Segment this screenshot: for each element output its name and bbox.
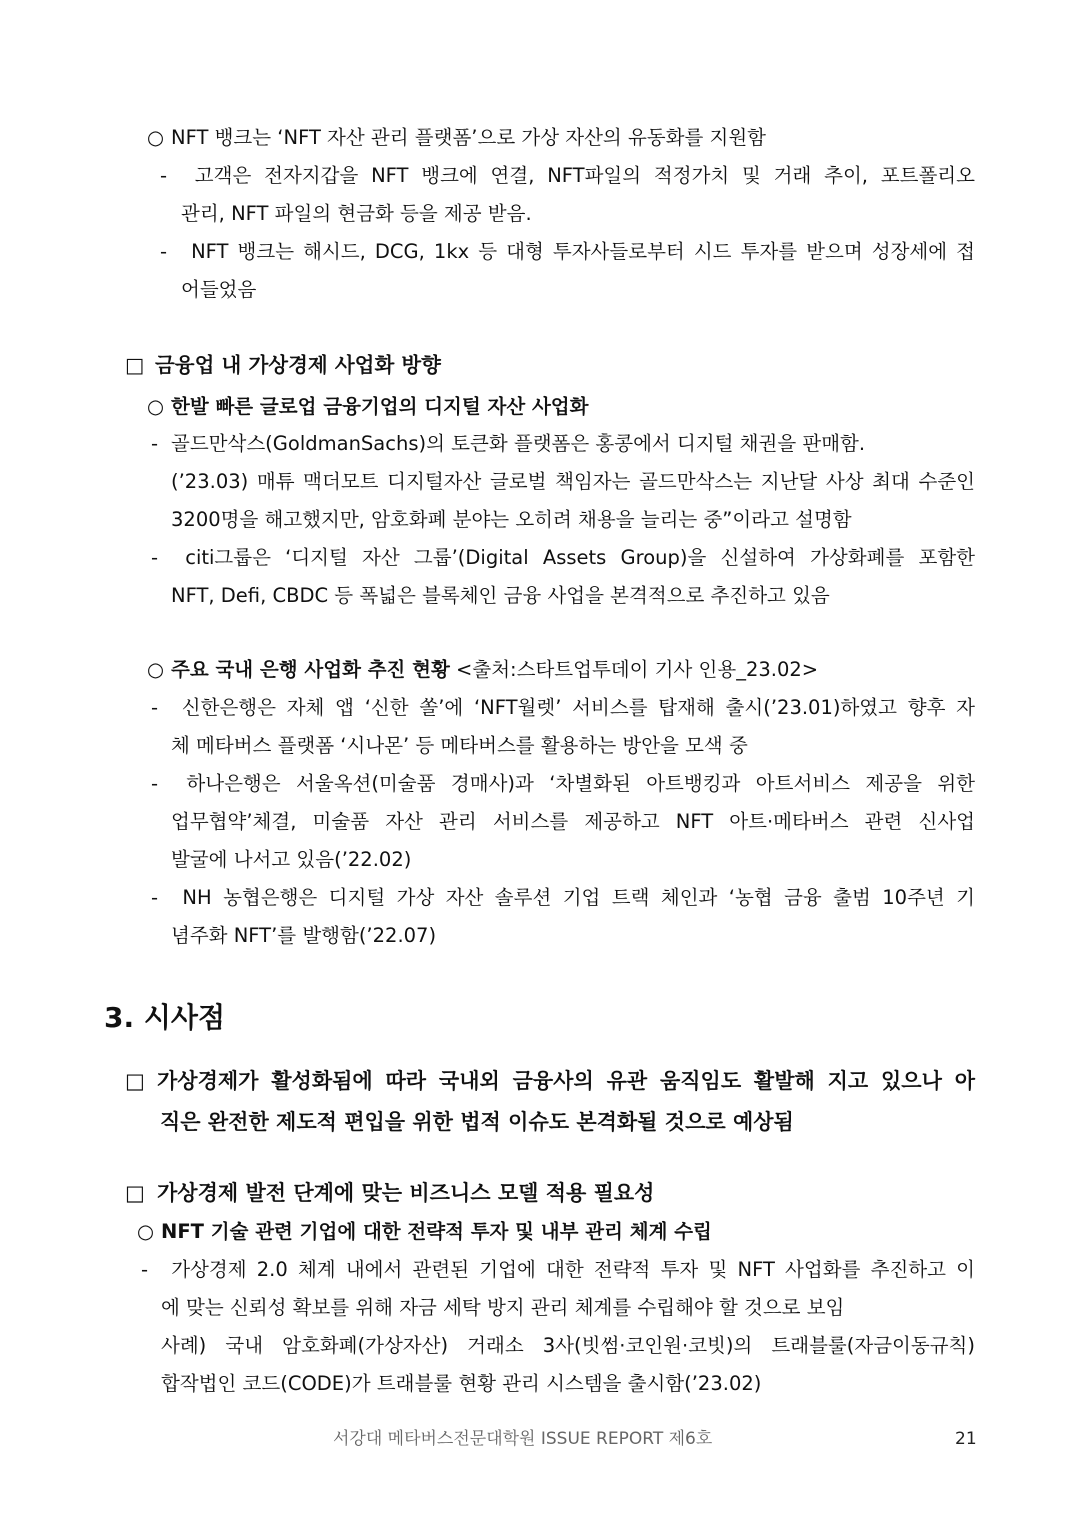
block1-line1-text: NFT 뱅크는 ‘NFT 자산 관리 플랫폼’으로 가상 자산의 유동화를 지원함 xyxy=(171,126,767,149)
block2-line4-text: citi그룹은 ‘디지털 자산 그룹’(Digital Assets Group)을 신설하여 가상화폐를 포함한 xyxy=(185,546,975,569)
footer-text: 서강대 메타버스전문대학원 ISSUE REPORT 제6호 xyxy=(333,1429,713,1449)
block1-line4 xyxy=(160,238,975,266)
block3-line7 xyxy=(171,922,436,950)
block2-line3 xyxy=(171,506,852,534)
section3-line1 xyxy=(141,1256,975,1284)
block1-line5-text: 어들었음 xyxy=(181,278,257,301)
block1-line1 xyxy=(147,124,766,152)
section3-subheading xyxy=(137,1218,712,1246)
block2-line1-text: 골드만삭스(GoldmanSachs)의 토큰화 플랫폼은 홍콩에서 디지털 채권을 판매함. xyxy=(171,432,866,455)
heading-finance-direction-text: 금융업 내 가상경제 사업화 방향 xyxy=(155,353,441,377)
circle-bullet-icon: ○ xyxy=(137,1220,155,1243)
dash-bullet: - xyxy=(151,886,159,909)
section3-line2 xyxy=(161,1294,844,1322)
section3-line4-text: 합작법인 코드(CODE)가 트래블룰 현황 관리 시스템을 출시함(’23.02) xyxy=(161,1372,762,1395)
dash-bullet: - xyxy=(160,240,168,263)
block1-line5 xyxy=(181,276,256,304)
block2-line2-text: (’23.03) 매튜 맥더모트 디지털자산 글로벌 책임자는 골드만삭스는 지난달 사상 최대 수준인 xyxy=(171,470,975,493)
section3-point1-line2 xyxy=(160,1107,794,1137)
block3-line5 xyxy=(171,846,411,874)
dash-bullet: - xyxy=(151,696,159,719)
block3-subheading-text: 주요 국내 은행 사업화 추진 현황 xyxy=(171,658,450,681)
dash-bullet: - xyxy=(151,772,159,795)
block3-source: <출처:스타트업투데이 기사 인용_23.02> xyxy=(456,658,819,681)
section3-line3 xyxy=(161,1332,975,1360)
dash-bullet: - xyxy=(151,432,159,455)
square-bullet-icon: □ xyxy=(125,353,145,377)
block2-line5 xyxy=(171,582,830,610)
page-number: 21 xyxy=(955,1429,977,1449)
section3-point1-line1 xyxy=(125,1066,975,1096)
section3-point1-line1-text: 가상경제가 활성화됨에 따라 국내외 금융사의 유관 움직임도 활발해 지고 있으나 아 xyxy=(157,1069,975,1093)
block3-line6-text: NH 농협은행은 디지털 가상 자산 솔루션 기업 트랙 체인과 ‘농협 금융 출범 10주년 기 xyxy=(182,886,975,909)
block3-line1-text: 신한은행은 자체 앱 ‘신한 쏠’에 ‘NFT월렛’ 서비스를 탑재해 출시(’23.01)하였고 향후 자 xyxy=(181,696,975,719)
section3-line4 xyxy=(161,1370,761,1398)
block3-line6 xyxy=(151,884,975,912)
square-bullet-icon: □ xyxy=(125,1181,145,1205)
section3-subheading-text: NFT 기술 관련 기업에 대한 전략적 투자 및 내부 관리 체계 수립 xyxy=(161,1220,712,1243)
block2-line3-text: 3200명을 해고했지만, 암호화폐 분야는 오히려 채용을 늘리는 중”이라고 설명함 xyxy=(171,508,852,531)
section-title: 3. 시사점 xyxy=(104,1001,226,1034)
circle-bullet-icon: ○ xyxy=(147,126,165,149)
circle-bullet-icon: ○ xyxy=(147,658,165,681)
block2-line4 xyxy=(151,544,975,572)
block3-line3 xyxy=(151,770,975,798)
section3-point2 xyxy=(125,1178,654,1208)
section3-line3-text: 사례) 국내 암호화폐(가상자산) 거래소 3사(빗썸·코인원·코빗)의 트래블룰(자금이동규칙) xyxy=(161,1334,975,1357)
heading-finance-direction xyxy=(125,351,441,379)
block2-subheading xyxy=(147,393,588,421)
block1-line4-text: NFT 뱅크는 해시드, DCG, 1kx 등 대형 투자사들로부터 시드 투자를 받으며 성장세에 접 xyxy=(191,240,975,263)
block1-line3 xyxy=(181,200,532,228)
section3-line1-text: 가상경제 2.0 체계 내에서 관련된 기업에 대한 전략적 투자 및 NFT 사업화를 추진하고 이 xyxy=(171,1258,975,1281)
block3-line7-text: 념주화 NFT’를 발행함(’22.07) xyxy=(171,924,437,947)
block2-subheading-text: 한발 빠른 글로업 금융기업의 디지털 자산 사업화 xyxy=(171,395,589,418)
block1-line3-text: 관리, NFT 파일의 현금화 등을 제공 받음. xyxy=(181,202,532,225)
block3-line2-text: 체 메타버스 플랫폼 ‘시나몬’ 등 메타버스를 활용하는 방안을 모색 중 xyxy=(171,734,748,757)
dash-bullet: - xyxy=(160,164,168,187)
section3-line2-text: 에 맞는 신뢰성 확보를 위해 자금 세탁 방지 관리 체계를 수립해야 할 것으로 보임 xyxy=(161,1296,845,1319)
block3-line5-text: 발굴에 나서고 있음(’22.02) xyxy=(171,848,412,871)
dash-bullet: - xyxy=(141,1258,149,1281)
block2-line1 xyxy=(151,430,865,458)
block3-subheading xyxy=(147,656,818,684)
block2-line5-text: NFT, Defi, CBDC 등 폭넓은 블록체인 금융 사업을 본격적으로 추진하고 있음 xyxy=(171,584,830,607)
block3-line4 xyxy=(171,808,975,836)
block1-line2 xyxy=(160,162,975,190)
block2-line2 xyxy=(171,468,975,496)
square-bullet-icon: □ xyxy=(125,1069,145,1093)
block3-line4-text: 업무협약’체결, 미술품 자산 관리 서비스를 제공하고 NFT 아트·메타버스 관련 신사업 xyxy=(171,810,975,833)
block3-line2 xyxy=(171,732,748,760)
section3-point1-line2-text: 직은 완전한 제도적 편입을 위한 법적 이슈도 본격화될 것으로 예상됨 xyxy=(160,1110,794,1134)
block3-line1 xyxy=(151,694,975,722)
section3-point2-text: 가상경제 발전 단계에 맞는 비즈니스 모델 적용 필요성 xyxy=(157,1181,655,1205)
circle-bullet-icon: ○ xyxy=(147,395,165,418)
dash-bullet: - xyxy=(151,546,159,569)
block1-line2-text: 고객은 전자지갑을 NFT 뱅크에 연결, NFT파일의 적정가치 및 거래 추이, 포트폴리오 xyxy=(194,164,975,187)
block3-line3-text: 하나은행은 서울옥션(미술품 경매사)과 ‘차별화된 아트뱅킹과 아트서비스 제공을 위한 xyxy=(186,772,975,795)
